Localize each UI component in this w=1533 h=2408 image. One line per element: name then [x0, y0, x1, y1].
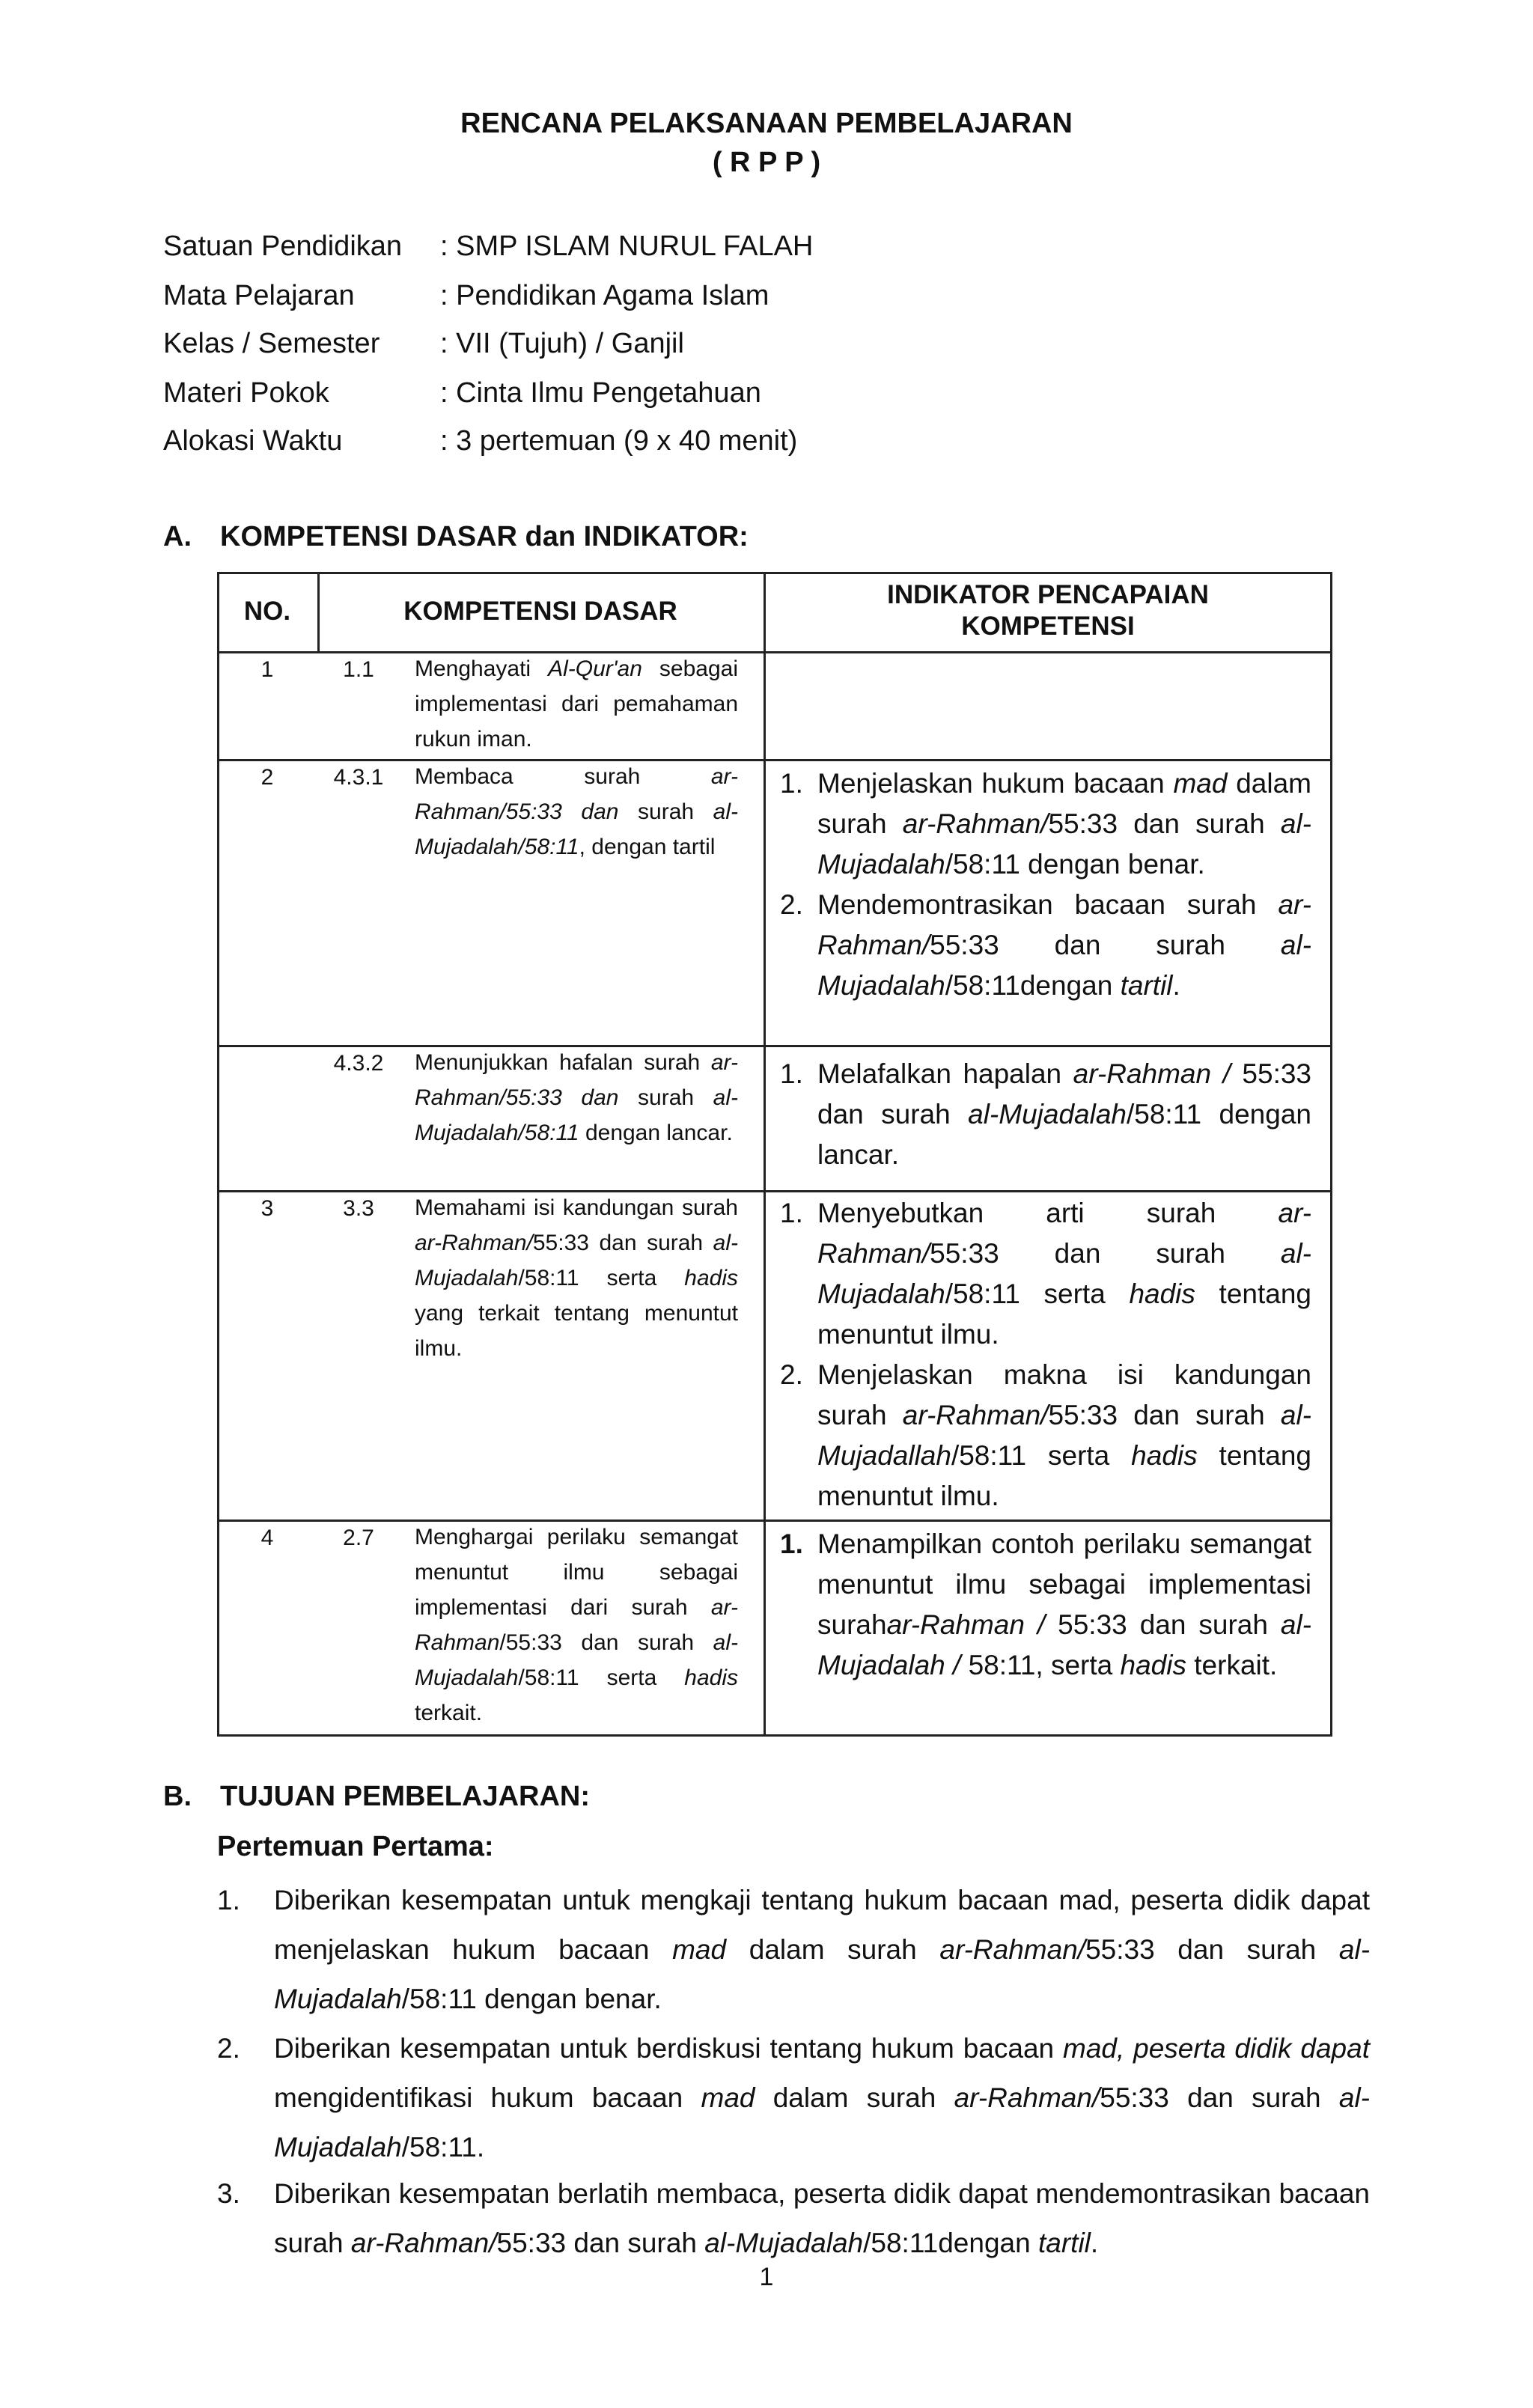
- indicator-number: 1.: [780, 1528, 803, 1559]
- kd-number: 2.7: [343, 1525, 374, 1550]
- indicator-cell: [780, 1193, 1311, 1517]
- text-run: terkait.: [415, 1701, 483, 1725]
- kd-text: [415, 651, 738, 757]
- text-run: .: [1090, 2228, 1099, 2258]
- text-run: al-Mujadalah/58:11: [415, 799, 738, 859]
- row-number: 1: [260, 657, 274, 682]
- text-run: al-Mujadalah /: [817, 1609, 1311, 1680]
- kd-number: 4.3.2: [333, 1051, 384, 1076]
- text-run: ar-Rahman/: [415, 1231, 533, 1255]
- text-run: ar-Rahman/: [902, 1400, 1049, 1430]
- text-run: tentang menuntut ilmu.: [817, 1440, 1311, 1511]
- indicator-item: [780, 1524, 1311, 1686]
- text-run: ar-Rahman /: [1073, 1058, 1231, 1089]
- text-run: dalam surah: [755, 2082, 954, 2113]
- text-run: al-Mujadalah: [274, 1934, 1371, 2014]
- text-run: /58:11dengan: [863, 2228, 1038, 2258]
- document-subtitle: ( R P P ): [712, 147, 821, 178]
- text-run: , dengan tartil: [579, 835, 716, 859]
- text-run: Menjelaskan hukum bacaan: [817, 768, 1174, 799]
- text-run: Menampilkan contoh perilaku semangat menuntut ilmu sebagai implementasi surah: [817, 1528, 1311, 1640]
- info-value: : Pendidikan Agama Islam: [440, 280, 769, 311]
- header-kompetensi-dasar: KOMPETENSI DASAR: [403, 597, 677, 626]
- text-run: ar-Rahman/: [817, 889, 1311, 960]
- row-number: 2: [260, 765, 274, 790]
- row-number: 4: [260, 1525, 274, 1550]
- indicator-number: 2.: [780, 889, 803, 920]
- text-run: dalam surah: [817, 768, 1311, 839]
- competency-table: [217, 572, 1332, 1737]
- text-run: ar-Rahman /: [886, 1609, 1046, 1640]
- kd-number: 4.3.1: [333, 765, 384, 790]
- text-run: 55:33 dan surah: [817, 1058, 1312, 1130]
- text-run: Melafalkan hapalan: [817, 1058, 1073, 1089]
- objective-item: [217, 2169, 1370, 2268]
- document-title: RENCANA PELAKSANAAN PEMBELAJARAN: [460, 108, 1073, 139]
- indicator-item: [780, 885, 1311, 1006]
- text-run: Al-Qur'an: [548, 656, 642, 681]
- text-run: hadis: [684, 1665, 738, 1690]
- kd-text: [415, 759, 738, 865]
- text-run: /58:11 serta: [518, 1266, 685, 1290]
- row-number: 3: [260, 1196, 274, 1221]
- indicator-number: 1.: [780, 1058, 803, 1089]
- page-number: 1: [759, 2263, 774, 2291]
- text-run: Diberikan kesempatan berlatih membaca, peserta didik dapat mendemontrasikan bacaan surah: [274, 2178, 1370, 2258]
- kd-text: [415, 1190, 738, 1366]
- indicator-cell: [780, 1054, 1311, 1175]
- objective-number: 1.: [217, 1885, 240, 1915]
- text-run: al-Mujadalah: [704, 2228, 864, 2258]
- text-run: /58:11 dengan lancar.: [817, 1099, 1311, 1170]
- text-run: mad: [1173, 768, 1228, 799]
- objective-number: 2.: [217, 2033, 240, 2064]
- section-letter: A.: [163, 521, 192, 552]
- text-run: /58:11dengan: [945, 970, 1121, 1001]
- text-run: tartil: [1037, 2228, 1091, 2258]
- text-run: hadis: [1131, 1440, 1198, 1471]
- text-run: 55:33 dan surah: [1048, 808, 1281, 839]
- text-run: Mendemontrasikan bacaan surah: [817, 889, 1278, 920]
- text-run: al-Mujadalah: [968, 1099, 1127, 1130]
- text-run: terkait.: [1186, 1650, 1278, 1680]
- text-run: mengidentifikasi hukum bacaan: [274, 2082, 701, 2113]
- text-run: ar-Rahman/55:33 dan: [415, 1050, 738, 1110]
- text-run: mad, peserta didik dapat: [1063, 2033, 1370, 2064]
- indicator-cell: [780, 1524, 1311, 1686]
- text-run: al-Mujadalah: [415, 1630, 738, 1690]
- objective-text: [274, 2024, 1370, 2172]
- indicator-number: 2.: [780, 1359, 803, 1390]
- text-run: 55:33 dan surah: [930, 1238, 1281, 1269]
- objective-item: [217, 1876, 1370, 2024]
- text-run: ar-Rahman/: [902, 808, 1049, 839]
- info-label: Kelas / Semester: [163, 328, 380, 359]
- text-run: mad: [672, 1934, 727, 1965]
- text-run: ar-Rahman/: [939, 1934, 1086, 1965]
- meeting-label: Pertemuan Pertama:: [217, 1831, 494, 1862]
- text-run: ar-Rahman/: [817, 1198, 1311, 1269]
- info-value: : VII (Tujuh) / Ganjil: [440, 328, 684, 359]
- info-label: Alokasi Waktu: [163, 425, 343, 457]
- info-value: : SMP ISLAM NURUL FALAH: [440, 231, 814, 262]
- text-run: ar-Rahman/55:33 dan: [415, 764, 738, 824]
- text-run: Diberikan kesempatan untuk mengkaji tentang hukum bacaan mad, peserta didik dapat menjelaskan hukum bacaan: [274, 1885, 1370, 1965]
- text-run: .: [1172, 970, 1180, 1001]
- text-run: sebagai implementasi dari pemahaman rukun iman.: [415, 656, 738, 752]
- indicator-item: [780, 1355, 1311, 1517]
- indicator-cell: [780, 763, 1311, 1006]
- objective-item: [217, 2024, 1370, 2172]
- text-run: 55:33 dan surah: [1100, 2082, 1339, 2113]
- kd-text: [415, 1520, 738, 1731]
- text-run: /58:11.: [401, 2132, 485, 2162]
- objective-text: [274, 2169, 1370, 2268]
- section-title: TUJUAN PEMBELAJARAN:: [220, 1781, 591, 1812]
- header-indikator: [764, 579, 1332, 642]
- text-run: al-Mujadalah: [817, 808, 1311, 880]
- text-run: 55:33 dan surah: [930, 930, 1281, 960]
- text-run: al-Mujadalah: [817, 1238, 1311, 1309]
- text-run: 55:33 dan surah: [532, 1231, 713, 1255]
- text-run: hadis: [1120, 1650, 1186, 1680]
- text-run: Menyebutkan arti surah: [817, 1198, 1278, 1228]
- text-run: Menghargai perilaku semangat menuntut ilmu sebagai implementasi dari surah: [415, 1525, 738, 1620]
- kd-text: [415, 1045, 738, 1150]
- text-run: /58:11 serta: [951, 1440, 1132, 1471]
- indicator-number: 1.: [780, 768, 803, 799]
- text-run: hadis: [1129, 1278, 1195, 1309]
- text-run: ar-Rahman/: [350, 2228, 497, 2258]
- text-run: /55:33 dan surah: [499, 1630, 713, 1655]
- indicator-item: [780, 1054, 1311, 1175]
- text-run: surah: [618, 799, 713, 824]
- text-run: dalam surah: [726, 1934, 940, 1965]
- text-run: Diberikan kesempatan untuk berdiskusi tentang hukum bacaan: [274, 2033, 1063, 2064]
- text-run: al-Mujadallah: [817, 1400, 1311, 1471]
- kd-number: 1.1: [343, 657, 374, 682]
- info-value: : Cinta Ilmu Pengetahuan: [440, 377, 761, 409]
- text-run: /58:11 dengan benar.: [945, 849, 1205, 880]
- text-run: al-Mujadalah: [274, 2082, 1370, 2162]
- text-run: al-Mujadalah: [415, 1231, 738, 1290]
- indicator-number: 1.: [780, 1198, 803, 1228]
- text-run: /58:11 serta: [518, 1665, 685, 1690]
- info-label: Satuan Pendidikan: [163, 231, 403, 262]
- text-run: surah: [618, 1085, 713, 1110]
- section-title: KOMPETENSI DASAR dan INDIKATOR:: [220, 521, 749, 552]
- text-run: 55:33 dan surah: [496, 2228, 705, 2258]
- text-run: Membaca surah: [415, 764, 711, 789]
- text-run: Menjelaskan makna isi kandungan surah: [817, 1359, 1311, 1430]
- text-run: 55:33 dan surah: [1045, 1609, 1281, 1640]
- text-run: hadis: [684, 1266, 738, 1290]
- text-run: mad: [701, 2082, 755, 2113]
- text-run: dengan lancar.: [579, 1121, 733, 1145]
- header-no: NO.: [243, 597, 291, 626]
- section-letter: B.: [163, 1781, 192, 1812]
- text-run: yang terkait tentang menuntut ilmu.: [415, 1301, 738, 1361]
- text-run: 55:33 dan surah: [1048, 1400, 1281, 1430]
- text-run: Menunjukkan hafalan surah: [415, 1050, 711, 1075]
- text-run: tartil: [1120, 970, 1173, 1001]
- text-run: /58:11 dengan benar.: [401, 1984, 662, 2014]
- text-run: tentang menuntut ilmu.: [817, 1278, 1311, 1350]
- text-run: al-Mujadalah: [817, 930, 1311, 1001]
- info-label: Materi Pokok: [163, 377, 329, 409]
- indicator-item: [780, 1193, 1311, 1355]
- indicator-item: [780, 763, 1311, 885]
- header-indikator-line2: KOMPETENSI: [961, 612, 1135, 641]
- info-label: Mata Pelajaran: [163, 280, 355, 311]
- text-run: /58:11 serta: [945, 1278, 1130, 1309]
- text-run: 55:33 dan surah: [1085, 1934, 1339, 1965]
- objective-number: 3.: [217, 2178, 240, 2209]
- text-run: ar-Rahman/: [954, 2082, 1100, 2113]
- text-run: ar-Rahman: [415, 1595, 738, 1655]
- objective-text: [274, 1876, 1370, 2024]
- text-run: al-Mujadalah/58:11: [415, 1085, 738, 1145]
- kd-number: 3.3: [343, 1196, 374, 1221]
- text-run: 58:11, serta: [960, 1650, 1121, 1680]
- text-run: Menghayati: [415, 656, 549, 681]
- header-indikator-line1: INDIKATOR PENCAPAIAN: [887, 580, 1209, 609]
- text-run: Memahami isi kandungan surah: [415, 1195, 738, 1220]
- info-value: : 3 pertemuan (9 x 40 menit): [440, 425, 798, 457]
